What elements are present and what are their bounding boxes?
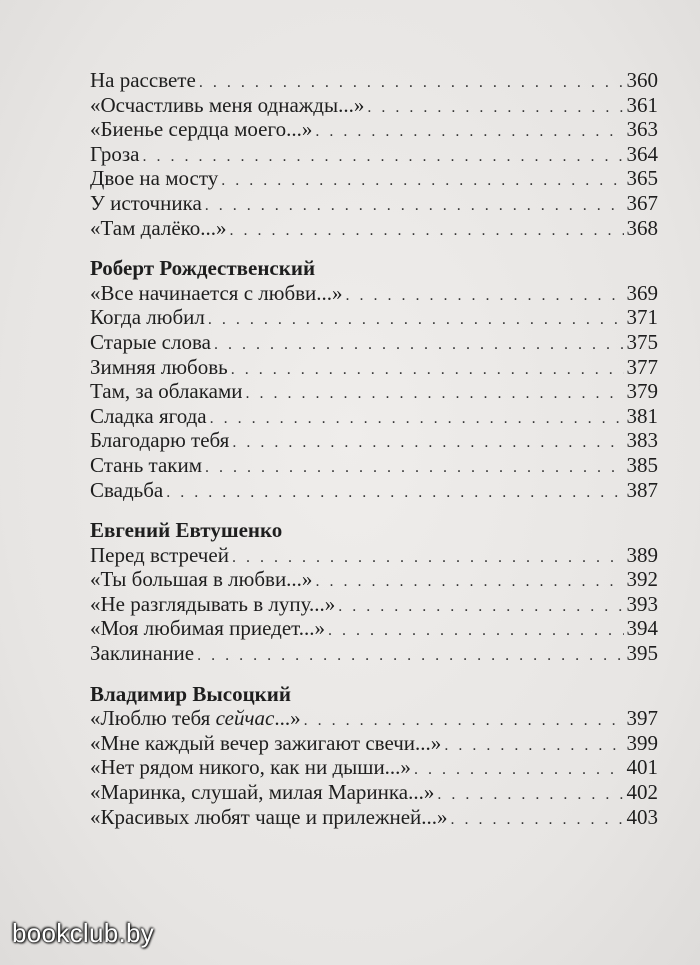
toc-entry: [90, 355, 658, 380]
entry-page: 369: [626, 280, 658, 305]
toc-entry: [90, 404, 658, 429]
entry-page: 368: [626, 215, 658, 240]
entry-title: «Мне каждый вечер зажигают свечи...»: [90, 730, 442, 755]
toc-entry: [90, 780, 658, 805]
entry-title: У источника: [90, 190, 202, 215]
dot-leader: [205, 456, 623, 481]
toc-entry: [90, 142, 658, 167]
toc-entry: [90, 428, 658, 453]
entry-title: «Биенье сердца моего...»: [90, 117, 313, 142]
dot-leader: [315, 570, 623, 595]
entry-title: Старые слова: [90, 329, 211, 354]
dot-leader: [214, 333, 624, 358]
entry-page: 399: [626, 730, 658, 755]
entry-page: 389: [626, 542, 658, 567]
toc-entry: [90, 166, 658, 191]
dot-leader: [414, 758, 624, 783]
entry-page: 360: [626, 68, 658, 92]
toc-entry: [90, 616, 658, 641]
dot-leader: [197, 644, 623, 669]
dot-leader: [232, 431, 623, 456]
entry-page: 361: [626, 92, 658, 117]
entry-page: 402: [626, 780, 658, 805]
entry-title-start: «Люблю тебя: [90, 706, 216, 731]
toc-entry: [90, 805, 658, 830]
entry-title: Зимняя любовь: [90, 354, 228, 379]
dot-leader: [315, 120, 623, 145]
site-watermark: bookclub.by: [12, 918, 155, 948]
toc-section: [90, 518, 658, 666]
author-heading: Роберт Рождественский: [90, 256, 316, 281]
entry-title: «Красивых любят чаще и прилежней...»: [90, 804, 448, 829]
entry-title: Перед встречей: [90, 542, 229, 567]
toc-entry: [90, 543, 658, 568]
entry-title: Гроза: [90, 141, 140, 166]
dot-leader: [451, 808, 624, 833]
toc-entry: [90, 453, 658, 478]
entry-title: «Все начинается с любви...»: [90, 280, 343, 305]
entry-page: 394: [626, 616, 658, 641]
toc-entry: [90, 641, 658, 666]
entry-page: 375: [626, 329, 658, 354]
toc-entry: [90, 330, 658, 355]
entry-page: 395: [626, 641, 658, 666]
dot-leader: [338, 595, 623, 620]
entry-page: 371: [626, 305, 658, 330]
entry-page: 403: [626, 804, 658, 829]
entry-title: «Не разглядывать в лупу...»: [90, 591, 336, 616]
author-heading: Владимир Высоцкий: [90, 681, 291, 706]
entry-title: Двое на мосту: [90, 166, 219, 191]
entry-page: 383: [626, 428, 658, 453]
entry-title: «Нет рядом никого, как ни дыши...»: [90, 755, 411, 780]
toc-entry: [90, 592, 658, 617]
toc-entry: [90, 216, 658, 241]
dot-leader: [166, 481, 623, 506]
entry-page: 377: [626, 354, 658, 379]
entry-page: 392: [626, 567, 658, 592]
entry-title: Заклинание: [90, 641, 195, 666]
toc-entry: [90, 731, 658, 756]
entry-page: 385: [626, 452, 658, 477]
entry-title: Свадьба: [90, 477, 164, 502]
table-of-contents: [90, 68, 658, 829]
toc-entry: [90, 755, 658, 780]
dot-leader: [210, 407, 624, 432]
dot-leader: [245, 382, 623, 407]
toc-entry: [90, 117, 658, 142]
entry-page: 379: [626, 379, 658, 404]
toc-entry: [90, 478, 658, 503]
entry-title-italic: сейчас: [215, 706, 275, 731]
toc-entry: [90, 706, 658, 731]
entry-title: «Моя любимая приедет...»: [90, 616, 325, 641]
entry-title: «Маринка, слушай, милая Маринка...»: [90, 780, 435, 805]
toc-section: [90, 68, 658, 240]
toc-entry: [90, 68, 658, 93]
toc-entry: [90, 93, 658, 118]
entry-title: Стань таким: [90, 452, 203, 477]
entry-title: «Ты большая в любви...»: [90, 567, 313, 592]
dot-leader: [444, 734, 623, 759]
entry-title: На рассвете: [90, 68, 196, 92]
author-heading: Евгений Евтушенко: [90, 518, 283, 543]
entry-title: Сладка ягода: [90, 403, 207, 428]
entry-page: 364: [626, 141, 658, 166]
dot-leader: [230, 219, 624, 244]
dot-leader: [346, 284, 624, 309]
dot-leader: [205, 194, 624, 219]
entry-page: 381: [626, 403, 658, 428]
dot-leader: [208, 308, 624, 333]
toc-entry: [90, 567, 658, 592]
dot-leader: [328, 619, 624, 644]
toc-entry: [90, 281, 658, 306]
toc-entry: [90, 305, 658, 330]
entry-title: [90, 706, 301, 731]
entry-title: «Осчастливь меня однажды...»: [90, 92, 365, 117]
dot-leader: [221, 169, 623, 194]
entry-page: 401: [626, 755, 658, 780]
entry-page: 365: [626, 166, 658, 191]
entry-page: 397: [626, 706, 658, 731]
dot-leader: [231, 358, 624, 383]
entry-title: Когда любил: [90, 305, 205, 330]
entry-page: 393: [626, 591, 658, 616]
toc-section: [90, 256, 658, 502]
entry-title: Благодарю тебя: [90, 428, 230, 453]
dot-leader: [367, 96, 623, 121]
entry-page: 363: [626, 117, 658, 142]
entry-title: Там, за облаками: [90, 379, 243, 404]
entry-title-end: ...»: [274, 706, 301, 731]
dot-leader: [437, 783, 623, 808]
toc-entry: [90, 191, 658, 216]
toc-entry: [90, 379, 658, 404]
entry-page: 387: [626, 477, 658, 502]
toc-section: [90, 682, 658, 830]
entry-page: 367: [626, 190, 658, 215]
entry-title: «Там далёко...»: [90, 215, 227, 240]
